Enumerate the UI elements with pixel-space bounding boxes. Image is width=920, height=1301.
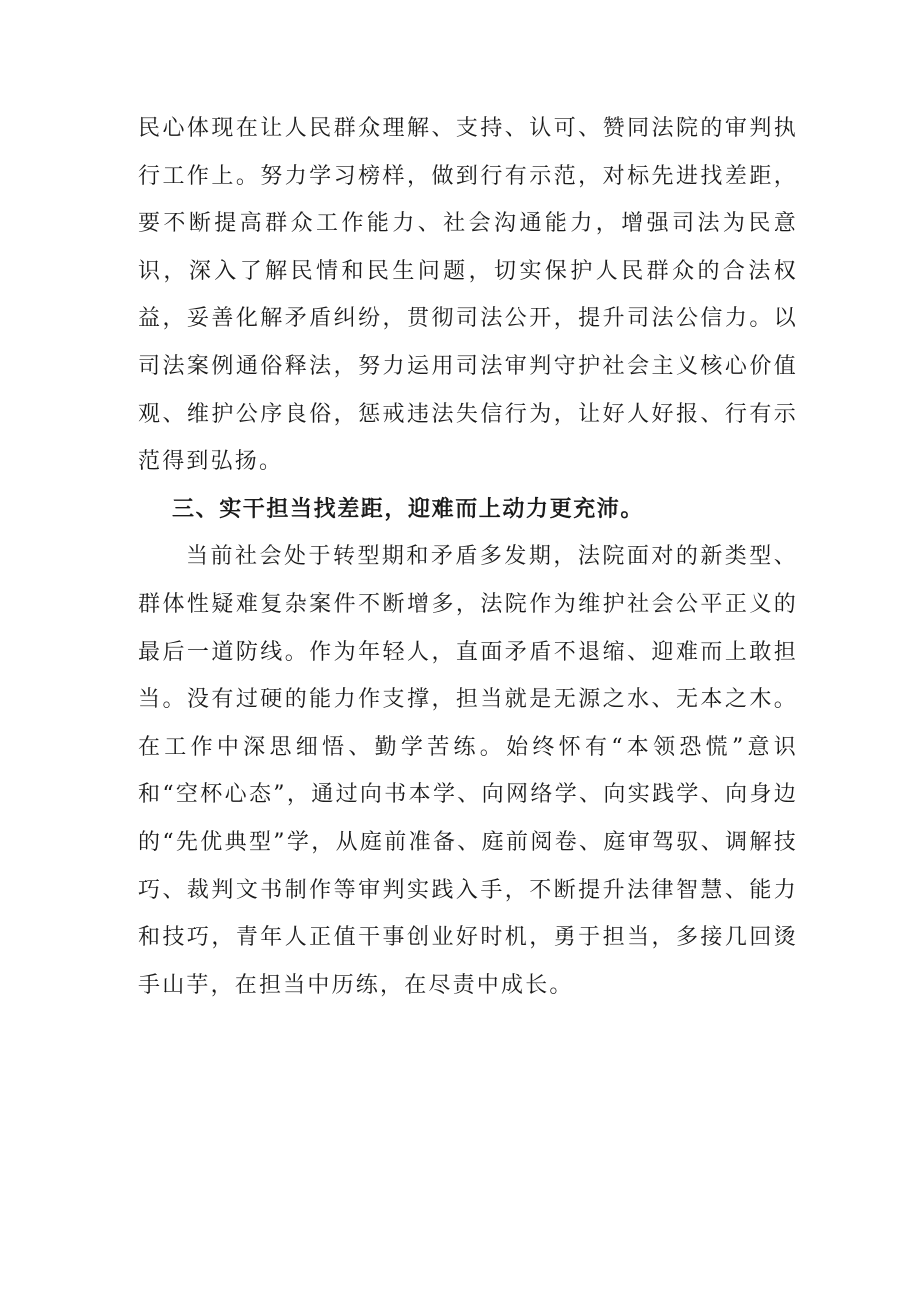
body-paragraph-2: 当前社会处于转型期和矛盾多发期，法院面对的新类型、群体性疑难复杂案件不断增多，法院作为维护社会公平正义的最后一道防线。作为年轻人，直面矛盾不退缩、迎难而上敢担当。没有过硬的能力作支撑，担当就是无源之水、无本之木。在工作中深思细悟、勤学苦练。始终怀有“本领恐慌”意识和“空杯心态”，通过向书本学、向网络学、向实践学、向身边的“先优典型”学，从庭前准备、庭前阅卷、庭审驾驭、调解技巧、裁判文书制作等审判实践入手，不断提升法律智慧、能力和技巧，青年人正值干事创业好时机，勇于担当，多接几回烫手山芋，在担当中历练，在尽责中成长。 [138, 544, 798, 998]
body-paragraph-1: 民心体现在让人民群众理解、支持、认可、赞同法院的审判执行工作上。努力学习榜样，做到行有示范，对标先进找差距，要不断提高群众工作能力、社会沟通能力，增强司法为民意识，深入了解民情和民生问题，切实保护人民群众的合法权益，妥善化解矛盾纠纷，贯彻司法公开，提升司法公信力。以司法案例通俗释法，努力运用司法审判守护社会主义核心价值观、维护公序良俗，惩戒违法失信行为，让好人好报、行有示范得到弘扬。 [138, 116, 798, 475]
section-heading-3: 三、实干担当找差距，迎难而上动力更充沛。 [172, 496, 645, 522]
document-body [138, 105, 798, 1009]
